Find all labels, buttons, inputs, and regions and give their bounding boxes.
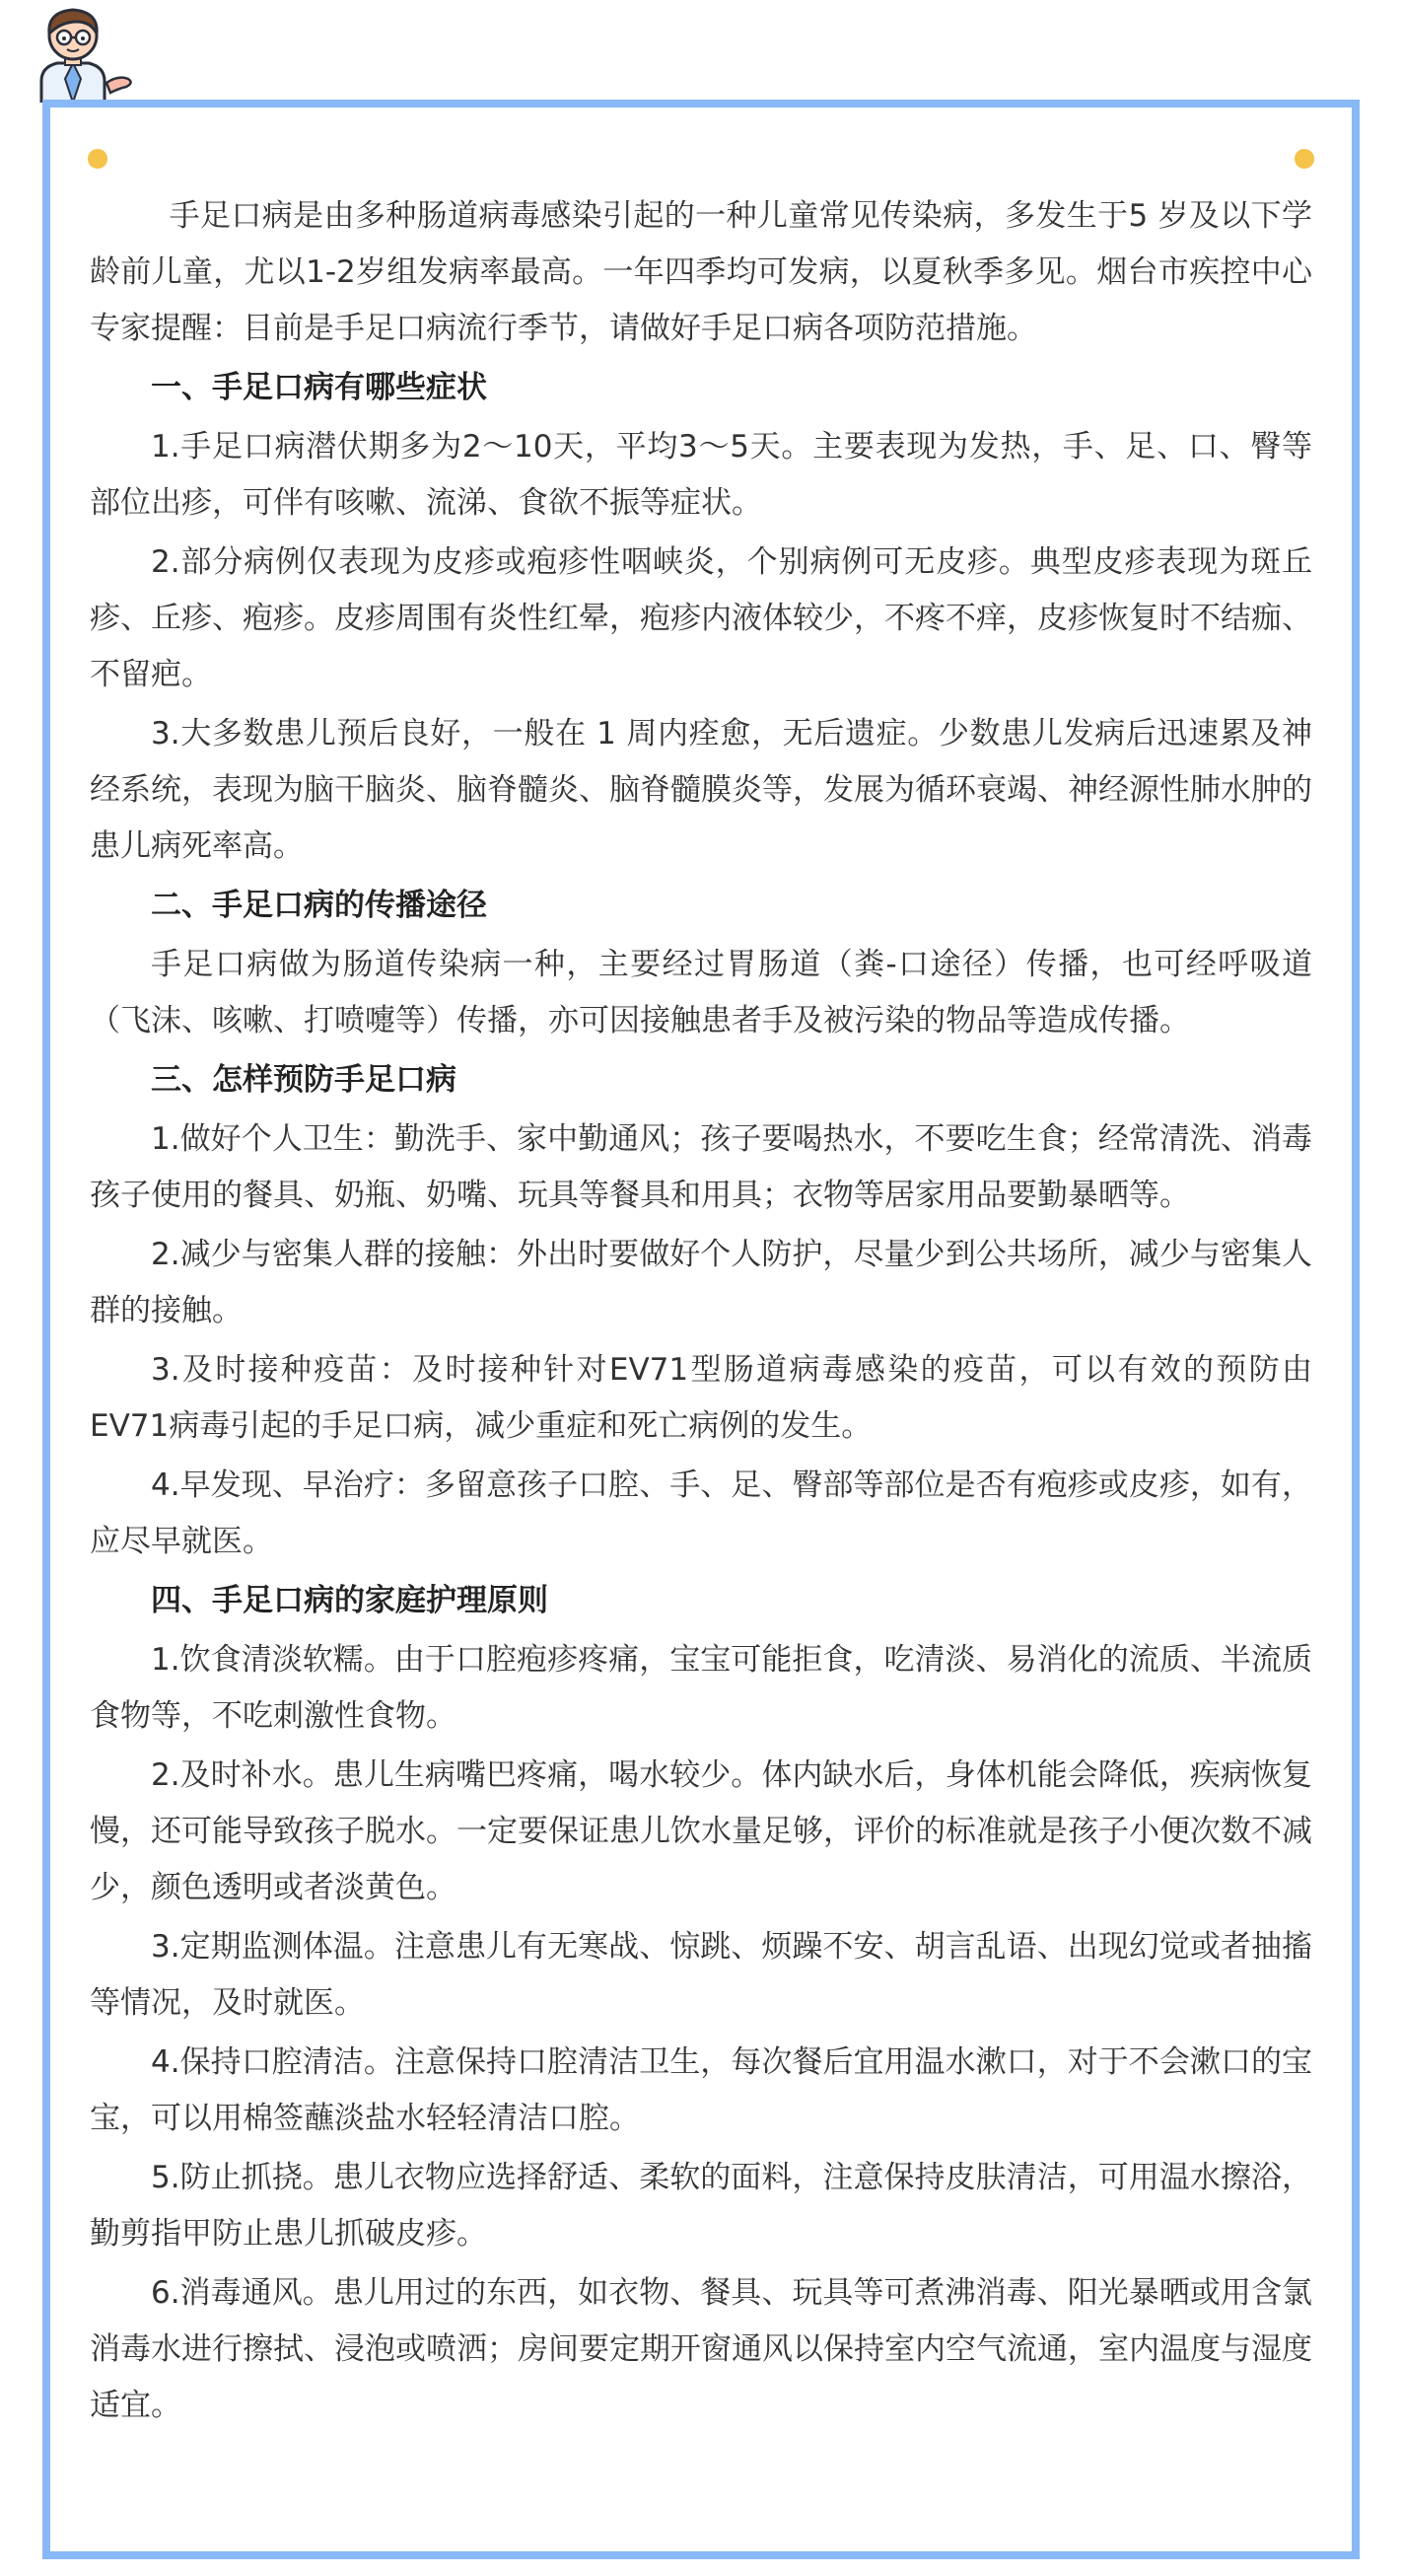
doctor-avatar-icon	[28, 4, 138, 103]
section-heading: 二、手足口病的传播途径	[151, 888, 487, 923]
paragraph: 3.及时接种疫苗：及时接种针对EV71型肠道病毒感染的疫苗，可以有效的预防由EV71病毒引起的手足口病，减少重症和死亡病例的发生。	[90, 1352, 1312, 1444]
paragraph: 4.早发现、早治疗：多留意孩子口腔、手、足、臀部等部位是否有疱疹或皮疹，如有，应尽早就医。	[90, 1467, 1312, 1559]
yellow-dot-icon	[88, 149, 107, 169]
paragraph: 1.手足口病潜伏期多为2～10天，平均3～5天。主要表现为发热，手、足、口、臀等部位出疹，可伴有咳嗽、流涕、食欲不振等症状。	[90, 429, 1312, 521]
paragraph: 2.及时补水。患儿生病嘴巴疼痛，喝水较少。体内缺水后，身体机能会降低，疾病恢复慢，还可能导致孩子脱水。一定要保证患儿饮水量足够，评价的标准就是孩子小便次数不减少，颜色透明或者淡黄色。	[90, 1757, 1312, 1905]
paragraph: 3.大多数患儿预后良好，一般在 1 周内痊愈，无后遗症。少数患儿发病后迅速累及神经系统，表现为脑干脑炎、脑脊髓炎、脑脊髓膜炎等，发展为循环衰竭、神经源性肺水肿的患儿病死率高。	[90, 716, 1312, 864]
paragraph: 5.防止抓挠。患儿衣物应选择舒适、柔软的面料，注意保持皮肤清洁，可用温水擦浴，勤剪指甲防止患儿抓破皮疹。	[90, 2160, 1312, 2252]
paragraph: 4.保持口腔清洁。注意保持口腔清洁卫生，每次餐后宜用温水漱口，对于不会漱口的宝宝，可以用棉签蘸淡盐水轻轻清洁口腔。	[90, 2044, 1312, 2136]
yellow-dot-icon	[1295, 149, 1314, 169]
paragraph: 2.部分病例仅表现为皮疹或疱疹性咽峡炎，个别病例可无皮疹。典型皮疹表现为斑丘疹、丘疹、疱疹。皮疹周围有炎性红晕，疱疹内液体较少，不疼不痒，皮疹恢复时不结痂、不留疤。	[90, 544, 1312, 692]
paragraph: 1.饮食清淡软糯。由于口腔疱疹疼痛，宝宝可能拒食，吃清淡、易消化的流质、半流质食物等，不吃刺激性食物。	[90, 1642, 1312, 1734]
intro-paragraph: 手足口病是由多种肠道病毒感染引起的一种儿童常见传染病，多发生于5 岁及以下学龄前儿童，尤以1-2岁组发病率最高。一年四季均可发病，以夏秋季多见。烟台市疾控中心专家提醒：目前是手足口病流行季节，请做好手足口病各项防范措施。	[90, 198, 1312, 346]
article-body	[90, 188, 1312, 2437]
section-heading: 四、手足口病的家庭护理原则	[151, 1583, 548, 1618]
section-heading: 一、手足口病有哪些症状	[151, 370, 487, 405]
paragraph: 手足口病做为肠道传染病一种，主要经过胃肠道（粪-口途径）传播，也可经呼吸道（飞沫、咳嗽、打喷嚏等）传播，亦可因接触患者手及被污染的物品等造成传播。	[90, 947, 1312, 1038]
paragraph: 2.减少与密集人群的接触：外出时要做好个人防护，尽量少到公共场所，减少与密集人群的接触。	[90, 1237, 1312, 1328]
section-heading: 三、怎样预防手足口病	[151, 1062, 456, 1098]
paragraph: 6.消毒通风。患儿用过的东西，如衣物、餐具、玩具等可煮沸消毒、阳光暴晒或用含氯消毒水进行擦拭、浸泡或喷洒；房间要定期开窗通风以保持室内空气流通，室内温度与湿度适宜。	[90, 2275, 1312, 2423]
paragraph: 3.定期监测体温。注意患儿有无寒战、惊跳、烦躁不安、胡言乱语、出现幻觉或者抽搐等情况，及时就医。	[90, 1929, 1312, 2021]
article-frame	[42, 100, 1360, 2559]
paragraph: 1.做好个人卫生：勤洗手、家中勤通风；孩子要喝热水，不要吃生食；经常清洗、消毒孩子使用的餐具、奶瓶、奶嘴、玩具等餐具和用具；衣物等居家用品要勤暴晒等。	[90, 1121, 1312, 1213]
